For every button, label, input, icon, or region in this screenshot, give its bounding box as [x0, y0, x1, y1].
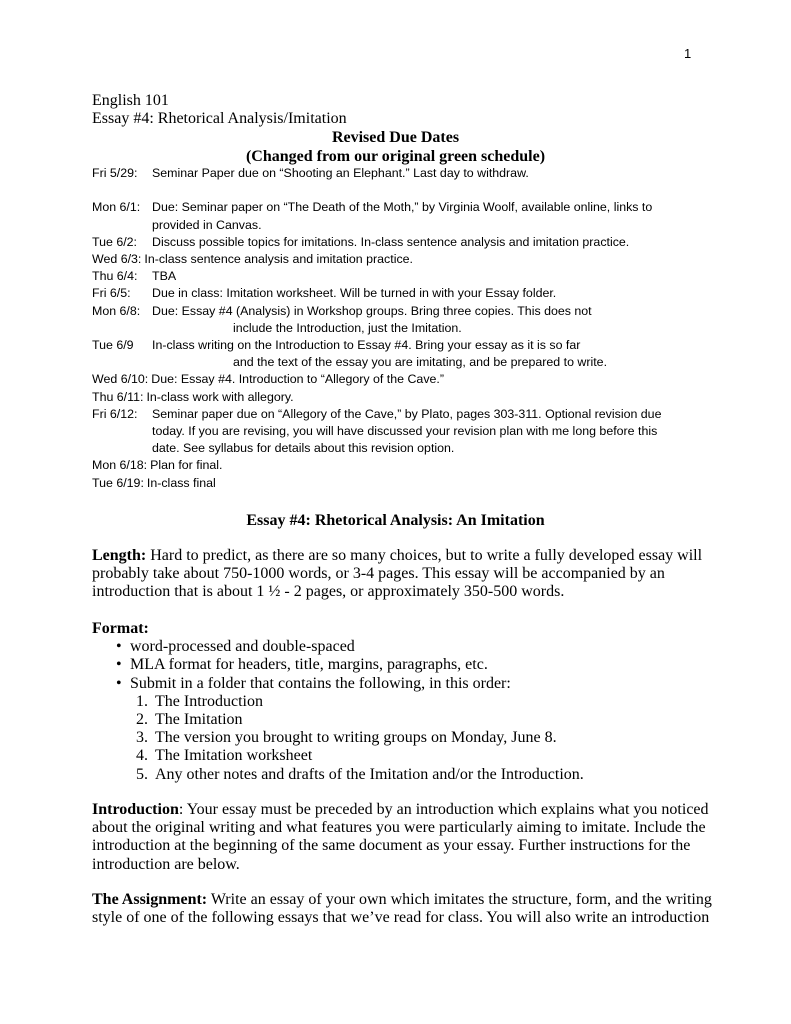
schedule-text-continued: date. See syllabus for details about this revision option. — [152, 441, 455, 456]
schedule-date: Thu 6/4: — [92, 269, 138, 284]
schedule-text: Due in class: Imitation worksheet. Will be turned in with your Essay folder. — [152, 286, 557, 301]
schedule-entry — [92, 457, 712, 474]
schedule-entry — [92, 303, 712, 320]
bullet-item: • word-processed and double-spaced — [116, 638, 355, 656]
essay-heading: Essay #4: Rhetorical Analysis: An Imitation — [246, 512, 545, 529]
course-name: English 101 — [92, 92, 169, 109]
text-line: Hard to predict, as there are so many choices, but to write a fully developed essay will — [146, 547, 703, 564]
numbered-list — [92, 693, 712, 784]
schedule-list — [92, 165, 712, 492]
introduction-paragraph — [92, 801, 732, 874]
bullet-item: • MLA format for headers, title, margins, paragraphs, etc. — [116, 656, 488, 674]
text-line: Write an essay of your own which imitates the structure, form, and the writing — [207, 891, 712, 908]
numbered-item: 3. The version you brought to writing groups on Monday, June 8. — [136, 729, 557, 747]
schedule-title: Revised Due Dates — [331, 129, 460, 146]
schedule-text: In-class writing on the Introduction to Essay #4. Bring your essay as it is so far — [152, 338, 581, 353]
schedule-date: Wed 6/10: — [92, 372, 149, 387]
schedule-text: Discuss possible topics for imitations. In-class sentence analysis and imitation practice. — [152, 234, 630, 249]
assignment-label: The Assignment: — [92, 891, 208, 908]
schedule-entry — [92, 251, 712, 268]
schedule-text: Due: Essay #4 (Analysis) in Workshop groups. Bring three copies. This does not — [152, 303, 592, 318]
schedule-date: Mon 6/8: — [92, 303, 141, 318]
schedule-text-continued: include the Introduction, just the Imitation. — [233, 320, 462, 335]
schedule-date: Fri 6/12: — [92, 406, 138, 421]
schedule-date: Mon 6/18: — [92, 458, 148, 473]
format-section — [92, 620, 712, 784]
schedule-entry — [92, 268, 712, 285]
schedule-text: In-class final — [146, 475, 216, 490]
schedule-date: Mon 6/1: — [92, 200, 141, 215]
text-line: about the original writing and what features you were particularly aiming to imitate. Include the — [92, 819, 706, 837]
schedule-date: Thu 6/11: — [92, 389, 144, 404]
schedule-date: Fri 5/29: — [92, 166, 138, 180]
numbered-item: 5. Any other notes and drafts of the Imitation and/or the Introduction. — [136, 765, 584, 783]
schedule-text: In-class sentence analysis and imitation practice. — [144, 252, 413, 266]
document-header — [92, 92, 712, 128]
schedule-entry — [92, 285, 712, 302]
schedule-date: Wed 6/3: — [92, 252, 142, 266]
schedule-subtitle: (Changed from our original green schedule) — [245, 148, 546, 165]
schedule-entry — [92, 371, 712, 388]
numbered-item: 2. The Imitation — [136, 711, 243, 729]
text-line: style of one of the following essays that we’ve read for class. You will also write an introduction — [92, 909, 710, 927]
schedule-entry — [92, 234, 712, 251]
schedule-text-continued: today. If you are revising, you will have discussed your revision plan with me long before this — [152, 424, 658, 439]
schedule-text: Plan for final. — [150, 458, 223, 473]
schedule-entry — [92, 389, 712, 406]
text-line: probably take about 750-1000 words, or 3-4 pages. This essay will be accompanied by an — [92, 565, 665, 583]
text-line: introduction at the beginning of the same document as your essay. Further instructions for the — [92, 837, 691, 855]
schedule-entry — [92, 406, 712, 423]
page-number: 1 — [684, 46, 692, 61]
schedule-text: Due: Essay #4. Introduction to “Allegory of the Cave.” — [151, 372, 444, 387]
schedule-date: Tue 6/2: — [92, 234, 138, 249]
schedule-date: Tue 6/9 — [92, 338, 134, 353]
schedule-date: Tue 6/19: — [92, 475, 144, 490]
text-line: introduction are below. — [92, 855, 240, 873]
schedule-date: Fri 6/5: — [92, 286, 131, 301]
text-line: : Your essay must be preceded by an introduction which explains what you noticed — [178, 801, 709, 818]
introduction-label: Introduction — [92, 801, 179, 818]
schedule-text: Seminar Paper due on “Shooting an Elephant.” Last day to withdraw. — [152, 166, 529, 180]
schedule-text-continued: and the text of the essay you are imitating, and be prepared to write. — [233, 355, 608, 370]
numbered-item: 4. The Imitation worksheet — [136, 747, 313, 765]
schedule-entry — [92, 337, 712, 354]
schedule-entry — [92, 475, 712, 492]
assignment-paragraph — [92, 891, 732, 927]
length-paragraph — [92, 547, 732, 602]
schedule-text: TBA — [152, 269, 177, 284]
schedule-text: In-class work with allegory. — [146, 389, 294, 404]
format-label: Format: — [92, 620, 149, 637]
schedule-text: Due: Seminar paper on “The Death of the Moth,” by Virginia Woolf, available online, links to — [152, 200, 653, 215]
format-bullets — [92, 638, 712, 693]
bullet-item: • Submit in a folder that contains the following, in this order: — [116, 674, 511, 692]
schedule-entry — [92, 199, 712, 216]
schedule-text: Seminar paper due on “Allegory of the Cave,” by Plato, pages 303-311. Optional revision due — [152, 406, 662, 421]
schedule-text-continued: provided in Canvas. — [152, 217, 262, 232]
length-label: Length: — [92, 547, 147, 564]
essay-title: Essay #4: Rhetorical Analysis/Imitation — [92, 110, 347, 128]
numbered-item: 1. The Introduction — [136, 692, 263, 710]
schedule-entry — [92, 165, 712, 182]
text-line: introduction that is about 1 ½ - 2 pages, or approximately 350-500 words. — [92, 583, 565, 601]
